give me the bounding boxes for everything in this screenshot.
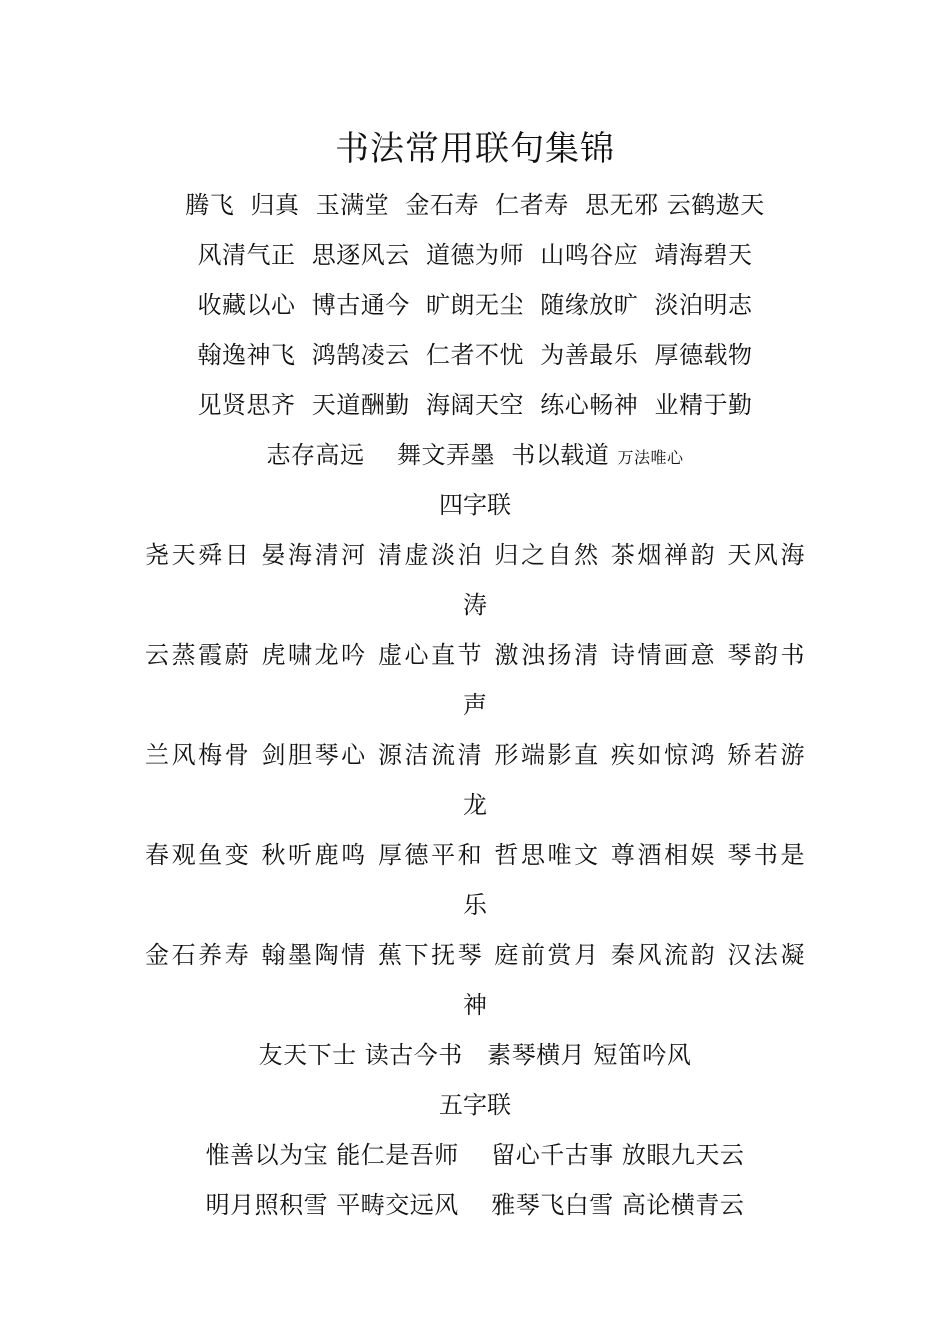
five-char-section [0, 1130, 950, 1230]
couplet-line-overflow: 乐 [463, 891, 487, 919]
couplet-line-overflow: 神 [463, 991, 487, 1019]
page-title: 书法常用联句集锦 [335, 129, 615, 169]
section-heading-five-char: 五字联 [439, 1091, 511, 1119]
couplet-line [145, 930, 805, 1030]
text-line: 明月照积雪 平畴交远风 雅琴飞白雪 高论横青云 [205, 1191, 745, 1219]
couplet-line-text: 兰风梅骨 剑胆琴心 源洁流清 形端影直 疾如惊鸿 矫若游 [145, 741, 805, 769]
couplet-line-overflow: 声 [463, 691, 487, 719]
four-char-section [0, 530, 950, 1080]
text-main: 志存高远 舞文弄墨 书以载道 [266, 441, 618, 469]
couplet-line [145, 530, 805, 630]
couplet-line-text: 尧天舜日 晏海清河 清虚淡泊 归之自然 茶烟禅韵 天风海 [145, 541, 805, 569]
two-char-section [0, 180, 950, 480]
text-line [0, 430, 950, 480]
text-line: 风清气正 思逐风云 道德为师 山鸣谷应 靖海碧天 [197, 241, 753, 269]
text-line: 惟善以为宝 能仁是吾师 留心千古事 放眼九天云 [205, 1141, 745, 1169]
couplet-line [145, 730, 805, 830]
couplet-line [145, 630, 805, 730]
text-line: 腾飞 归真 玉满堂 金石寿 仁者寿 思无邪 云鹤遨天 [185, 191, 765, 219]
text-line: 收藏以心 博古通今 旷朗无尘 随缘放旷 淡泊明志 [197, 291, 753, 319]
couplet-line-overflow: 龙 [463, 791, 487, 819]
text-line: 见贤思齐 天道酬勤 海阔天空 练心畅神 业精于勤 [197, 391, 753, 419]
text-small: 万法唯心 [617, 448, 684, 467]
section-heading-four-char: 四字联 [439, 491, 511, 519]
couplet-line [145, 830, 805, 930]
couplet-line-overflow: 涛 [463, 591, 487, 619]
text-line: 友天下士 读古今书 素琴横月 短笛吟风 [258, 1041, 692, 1069]
couplet-line-text: 春观鱼变 秋听鹿鸣 厚德平和 哲思唯文 尊酒相娱 琴书是 [145, 841, 805, 869]
couplet-line-text: 云蒸霞蔚 虎啸龙吟 虚心直节 激浊扬清 诗情画意 琴韵书 [145, 641, 805, 669]
text-line: 翰逸神飞 鸿鹄凌云 仁者不忧 为善最乐 厚德载物 [197, 341, 753, 369]
couplet-line-text: 金石养寿 翰墨陶情 蕉下抚琴 庭前赏月 秦风流韵 汉法凝 [145, 941, 805, 969]
